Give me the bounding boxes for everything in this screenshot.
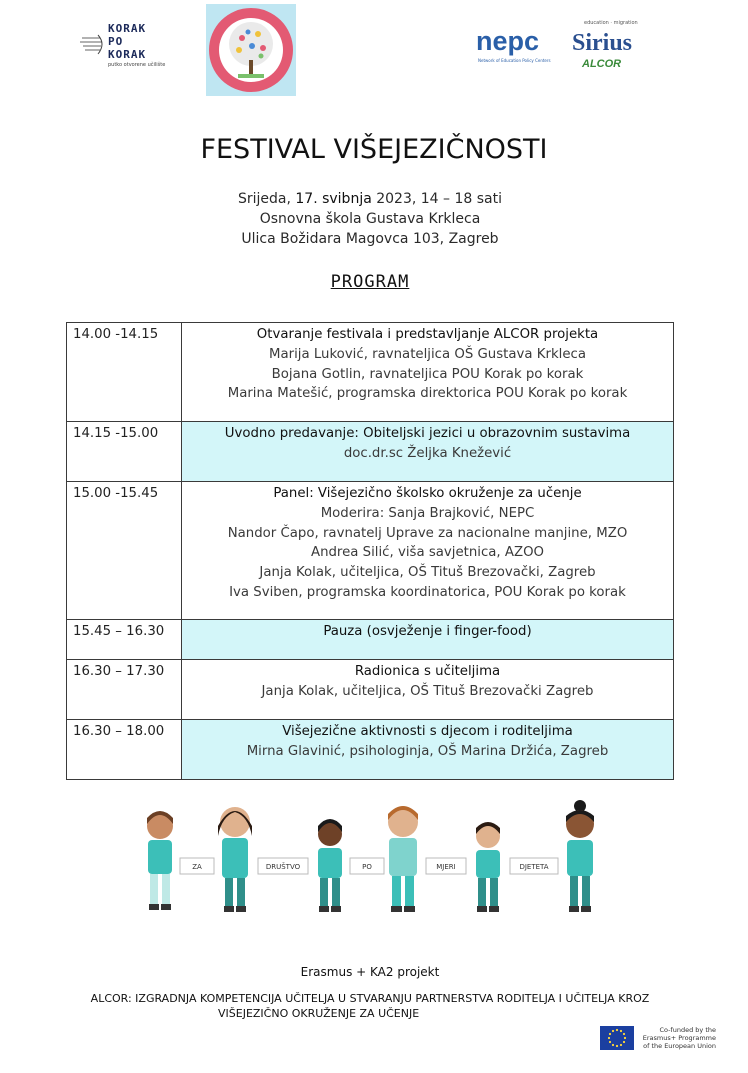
time-cell: 16.30 – 18.00 [67, 720, 182, 780]
child-figure [147, 811, 173, 910]
korak-word-3: KORAK [108, 48, 147, 61]
banner-word: MJERI [436, 863, 456, 871]
child-figure [566, 800, 594, 912]
korak-word-2: PO [108, 35, 124, 48]
event-date-line [0, 191, 740, 207]
alcor-title-line-1: ALCOR: IZGRADNJA KOMPETENCIJA UČITELJA U STVARANJU PARTNERSTVA RODITELJA I UČITELJA KROZ [90, 992, 650, 1005]
banner-word: PO [362, 863, 372, 871]
session-cell [182, 620, 674, 660]
date-suffix: 2023, 14 – 18 sati [371, 191, 503, 207]
children-illustration [130, 796, 610, 920]
alcor-title-line-2: VIŠEJEZIČNO OKRUŽENJE ZA UČENJE [218, 1007, 420, 1020]
page-title: FESTIVAL VIŠEJEZIČNOSTI [200, 134, 548, 165]
korak-word-1: KORAK [108, 22, 147, 35]
session-title: Pauza (osvježenje i finger-food) [323, 624, 532, 639]
session-line: Nandor Čapo, ravnatelj Uprave za nacionalne manjine, MZO [227, 525, 628, 541]
schedule-table [66, 322, 674, 780]
alcor-wordmark: ALCOR [582, 58, 622, 70]
banner-word: ZA [192, 863, 202, 871]
session-cell [182, 720, 674, 780]
event-address: Ulica Božidara Magovca 103, Zagreb [241, 231, 499, 247]
session-line: Marija Luković, ravnateljica OŠ Gustava Krkleca [269, 346, 586, 362]
nepc-logo [476, 26, 554, 70]
banner-word: DRUŠTVO [265, 863, 301, 871]
time-cell: 14.15 -15.00 [67, 422, 182, 482]
table-row [67, 660, 674, 720]
nepc-wordmark: nepc [476, 26, 540, 56]
session-line: Janja Kolak, učiteljica, OŠ Tituš Brezovački Zagreb [261, 683, 594, 699]
session-title: Višejezične aktivnosti s djecom i roditeljima [282, 724, 573, 739]
eu-text-line: Erasmus+ Programme [642, 1034, 716, 1042]
table-row [67, 620, 674, 660]
session-cell [182, 482, 674, 620]
eu-text-line: Co-funded by the [659, 1026, 716, 1034]
session-line: Bojana Gotlin, ravnateljica POU Korak po korak [271, 366, 584, 382]
session-cell [182, 323, 674, 422]
session-title: Radionica s učiteljima [354, 664, 501, 679]
date-highlight: 17. svibnja [295, 191, 372, 207]
session-title: Panel: Višejezično školsko okruženje za učenje [273, 486, 582, 501]
session-line: Mirna Glavinić, psihologinja, OŠ Marina Držića, Zagreb [246, 743, 609, 759]
time-cell: 16.30 – 17.30 [67, 660, 182, 720]
session-line: Andrea Silić, viša savjetnica, AZOO [310, 545, 545, 561]
sirius-wordmark: Sirius [572, 30, 633, 56]
nepc-subtitle: Network of Education Policy Centers [478, 58, 551, 63]
erasmus-label: Erasmus + KA2 projekt [300, 965, 440, 979]
date-prefix: Srijeda, [237, 191, 296, 207]
child-figure [476, 822, 500, 912]
eu-text-line: of the European Union [643, 1042, 716, 1050]
korak-po-korak-logo [80, 20, 170, 72]
table-row [67, 422, 674, 482]
eu-flag-icon [600, 1026, 634, 1050]
eu-cofunded-badge [600, 1026, 720, 1052]
table-row [67, 482, 674, 620]
time-cell: 15.45 – 16.30 [67, 620, 182, 660]
session-title: Uvodno predavanje: Obiteljski jezici u obrazovnim sustavima [224, 426, 631, 441]
sirius-alcor-logo [568, 18, 644, 74]
footsteps-icon [80, 32, 106, 58]
session-line: Janja Kolak, učiteljica, OŠ Tituš Brezovački, Zagreb [259, 565, 596, 581]
session-line: Marina Matešić, programska direktorica POU Korak po korak [227, 386, 628, 402]
event-venue: Osnovna škola Gustava Krkleca [259, 211, 481, 227]
session-cell [182, 422, 674, 482]
table-row [67, 720, 674, 780]
table-row [67, 323, 674, 422]
time-cell: 15.00 -15.45 [67, 482, 182, 620]
session-line: Moderira: Sanja Brajković, NEPC [320, 505, 535, 521]
session-cell [182, 660, 674, 720]
school-tree-emblem [206, 4, 296, 96]
school-logo [206, 4, 296, 96]
session-title: Otvaranje festivala i predstavljanje ALCOR projekta [256, 327, 599, 342]
child-figure [218, 807, 252, 912]
session-line: Iva Sviben, programska koordinatorica, POU Korak po korak [229, 584, 626, 600]
session-line: doc.dr.sc Željka Knežević [343, 445, 512, 461]
program-heading: PROGRAM [330, 272, 410, 292]
sirius-tagline: education · migration [584, 20, 638, 26]
time-cell: 14.00 -14.15 [67, 323, 182, 422]
child-figure [318, 819, 342, 912]
child-figure [388, 806, 418, 912]
korak-tagline: putko otvorene učilište [108, 62, 166, 68]
banner-word: DJETETA [519, 863, 549, 871]
